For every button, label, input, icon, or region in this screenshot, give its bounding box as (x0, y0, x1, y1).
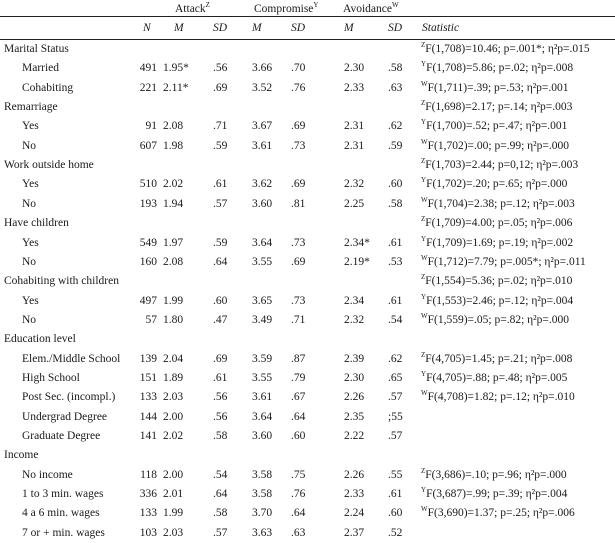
table-row (0, 311, 615, 330)
compromise-mean: 3.55 (252, 371, 273, 384)
col-avoidance-sd: SD (388, 22, 403, 34)
statistic (421, 388, 575, 407)
compromise-mean: 3.49 (252, 313, 273, 326)
table-row (0, 234, 615, 253)
attack-sd: .58 (213, 507, 228, 520)
group-label: Remarriage (4, 101, 58, 114)
attack-mean: 1.99 (163, 507, 184, 520)
avoidance-mean: 2.34* (344, 236, 370, 249)
avoidance-mean: 2.26 (344, 391, 365, 404)
col-avoidance-m: M (344, 22, 354, 34)
group-label: Income (4, 449, 39, 462)
table-row (0, 427, 615, 446)
n-value: 144 (139, 410, 157, 423)
compromise-mean: 3.65 (252, 294, 273, 307)
attack-sd: .61 (213, 371, 228, 384)
compromise-mean: 3.70 (252, 507, 273, 520)
n-value: 160 (139, 255, 157, 268)
n-value: 510 (139, 178, 157, 191)
statistic (421, 504, 575, 523)
avoidance-mean: 2.22 (344, 430, 365, 442)
table-row (0, 117, 615, 136)
n-value: 91 (145, 120, 157, 133)
attack-sd: .59 (213, 139, 228, 152)
avoidance-sd: .62 (388, 120, 403, 133)
statistic (421, 117, 567, 136)
table-row (0, 195, 615, 214)
statistic-superscript: Y (421, 292, 427, 301)
row-label: Yes (22, 294, 39, 307)
attack-mean: 2.08 (163, 120, 184, 133)
statistic (421, 253, 586, 272)
compromise-mean: 3.62 (252, 178, 273, 191)
attack-mean: 2.03 (163, 391, 184, 404)
table-row (0, 524, 615, 543)
table-row (0, 79, 615, 98)
compromise-sd: .64 (291, 410, 306, 423)
row-label: Yes (22, 236, 39, 249)
attack-mean: 1.80 (163, 313, 184, 326)
avoidance-mean: 2.32 (344, 178, 365, 191)
avoidance-mean: 2.25 (344, 197, 365, 210)
attack-sd: .64 (213, 255, 228, 268)
statistic (421, 98, 572, 117)
group-avoidance: Avoidance$^W$ (343, 1, 399, 15)
group-row (0, 98, 615, 117)
table-row (0, 59, 615, 78)
attack-mean: 2.11* (163, 81, 189, 94)
attack-sd: .57 (213, 526, 228, 539)
statistic-superscript: W (421, 312, 428, 321)
attack-mean: 2.01 (163, 488, 184, 501)
row-label: No (22, 313, 37, 326)
statistic (421, 195, 575, 214)
statistic-text: F(4,708)=1.82; p=.12; η²p=.010 (427, 391, 575, 404)
avoidance-sd: .62 (388, 352, 403, 365)
attack-sd: .57 (213, 197, 228, 210)
avoidance-mean: 2.32 (344, 313, 365, 326)
statistic (421, 234, 573, 253)
compromise-mean: 3.60 (252, 430, 273, 442)
table-row (0, 485, 615, 504)
group-row (0, 156, 615, 175)
row-label: Post Sec. (incompl.) (22, 391, 116, 404)
row-label: Cohabiting (22, 81, 74, 94)
n-value: 151 (139, 371, 157, 384)
compromise-mean: 3.58 (252, 488, 273, 501)
table-row (0, 369, 615, 388)
statistic-text: F(1,708)=5.86; p=.02; η²p=.008 (426, 62, 574, 75)
n-value: 193 (139, 197, 157, 210)
attack-mean: 2.00 (163, 410, 184, 423)
group-label: Marital Status (4, 43, 69, 55)
avoidance-sd: .54 (388, 313, 403, 326)
col-compromise-m: M (252, 22, 262, 34)
statistic (421, 485, 567, 504)
attack-mean: 2.08 (163, 255, 184, 268)
row-label: 7 or + min. wages (22, 526, 105, 539)
statistic (421, 79, 569, 98)
attack-sd: .71 (213, 120, 228, 133)
group-row (0, 272, 615, 291)
statistic-text: F(3,686)=.10; p=.96; η²p=.000 (425, 468, 567, 481)
avoidance-sd: .61 (388, 236, 403, 249)
statistic-superscript: Y (421, 60, 427, 69)
compromise-sd: .63 (291, 526, 306, 539)
statistic (421, 272, 572, 291)
avoidance-mean: 2.37 (344, 526, 365, 539)
table-row (0, 388, 615, 407)
statistic-superscript: Z (421, 273, 426, 282)
attack-mean: 2.04 (163, 352, 184, 365)
statistic-superscript: Y (421, 370, 427, 379)
statistic-text: F(1,559)=.05; p=.82; η²p=.000 (427, 313, 569, 326)
avoidance-sd: .61 (388, 488, 403, 501)
group-row (0, 330, 615, 349)
compromise-sd: .87 (291, 352, 306, 365)
attack-sd: .61 (213, 178, 228, 191)
group-label: Education level (4, 333, 76, 346)
statistic-superscript: Z (421, 41, 426, 50)
row-label: No (22, 139, 37, 152)
statistic-text: F(1,702)=.20; p=.65; η²p=.000 (426, 178, 568, 191)
table-row (0, 292, 615, 311)
statistic-superscript: W (421, 195, 428, 204)
compromise-sd: .60 (291, 430, 306, 442)
n-value: 607 (139, 139, 157, 152)
avoidance-mean: 2.33 (344, 81, 365, 94)
attack-mean: 2.03 (163, 526, 184, 539)
statistic-text: F(1,703)=2.44; p=0,12; η²p=.003 (425, 159, 579, 172)
statistic-text: F(1,704)=2.38; p=.12; η²p=.003 (427, 197, 575, 210)
row-label: Graduate Degree (22, 430, 101, 442)
statistic-text: F(1,709)=4.00; p=.05; η²p=.006 (425, 217, 573, 230)
attack-sd: .58 (213, 430, 228, 442)
statistic-superscript: W (421, 254, 428, 263)
compromise-mean: 3.55 (252, 255, 273, 268)
group-compromise: Compromise$^Y$ (254, 1, 319, 15)
compromise-sd: .73 (291, 139, 306, 152)
avoidance-sd: .53 (388, 255, 403, 268)
top-rule (0, 16, 615, 17)
statistic (421, 59, 573, 78)
attack-mean: 1.98 (163, 139, 184, 152)
attack-sd: .69 (213, 352, 228, 365)
compromise-sd: .64 (291, 507, 306, 520)
compromise-sd: .73 (291, 294, 306, 307)
avoidance-sd: .57 (388, 391, 403, 404)
statistic-text: F(1,711)=.39; p=.53; η²p=.001 (427, 81, 569, 94)
avoidance-sd: .58 (388, 62, 403, 75)
statistic (421, 292, 573, 311)
statistic-superscript: Z (421, 350, 426, 359)
statistic-text: F(1,708)=10.46; p=.001*; η²p=.015 (425, 43, 590, 55)
avoidance-sd: .61 (388, 294, 403, 307)
compromise-sd: .67 (291, 391, 306, 404)
compromise-mean: 3.64 (252, 236, 273, 249)
avoidance-sd: .65 (388, 371, 403, 384)
table-row (0, 466, 615, 485)
statistic (421, 137, 569, 156)
avoidance-mean: 2.30 (344, 62, 365, 75)
statistic-text: F(1,554)=5.36; p=.02; η²p=.010 (425, 275, 573, 288)
statistic (421, 311, 569, 330)
compromise-mean: 3.61 (252, 139, 273, 152)
avoidance-sd: .60 (388, 178, 403, 191)
avoidance-mean: 2.35 (344, 410, 365, 423)
avoidance-sd: ;55 (388, 410, 403, 423)
row-label: Married (22, 62, 60, 75)
compromise-mean: 3.52 (252, 81, 273, 94)
n-value: 221 (139, 81, 157, 94)
statistic-text: F(1,702)=.00; p=.99; η²p=.000 (427, 139, 569, 152)
statistic-text: F(1,709)=1.69; p=.19; η²p=.002 (426, 236, 574, 249)
avoidance-mean: 2.34 (344, 294, 365, 307)
row-label: 4 a 6 min. wages (22, 507, 100, 520)
statistic-superscript: W (421, 389, 428, 398)
statistic-superscript: Z (421, 215, 426, 224)
avoidance-mean: 2.30 (344, 371, 365, 384)
n-value: 336 (139, 488, 157, 501)
statistic (421, 214, 572, 233)
attack-sd: .64 (213, 488, 228, 501)
avoidance-sd: .55 (388, 468, 403, 481)
statistic (421, 369, 567, 388)
statistic (421, 40, 590, 59)
statistic (421, 466, 567, 485)
attack-sd: .56 (213, 62, 228, 75)
attack-mean: 1.89 (163, 371, 184, 384)
attack-sd: .47 (213, 313, 228, 326)
statistic-superscript: Y (421, 234, 427, 243)
compromise-sd: .76 (291, 81, 306, 94)
avoidance-mean: 2.39 (344, 352, 365, 365)
compromise-mean: 3.67 (252, 120, 273, 133)
statistic-superscript: Y (421, 176, 427, 185)
n-value: 141 (139, 430, 157, 442)
statistic-text: F(4,705)=.88; p=.48; η²p=.005 (426, 371, 568, 384)
group-row (0, 446, 615, 465)
table-row (0, 504, 615, 523)
table-row (0, 137, 615, 156)
avoidance-mean: 2.31 (344, 120, 365, 133)
compromise-mean: 3.61 (252, 391, 273, 404)
attack-mean: 2.00 (163, 468, 184, 481)
compromise-sd: .69 (291, 178, 306, 191)
compromise-mean: 3.64 (252, 410, 273, 423)
col-n: N (143, 22, 151, 34)
avoidance-sd: .58 (388, 197, 403, 210)
statistic-text: F(1,698)=2.17; p=.14; η²p=.003 (425, 101, 573, 114)
statistic-superscript: W (421, 79, 428, 88)
n-value: 133 (139, 391, 157, 404)
avoidance-mean: 2.24 (344, 507, 365, 520)
attack-sd: .60 (213, 294, 228, 307)
statistic-text: F(1,700)=.52; p=.47; η²p=.001 (426, 120, 568, 133)
compromise-mean: 3.63 (252, 526, 273, 539)
compromise-sd: .76 (291, 488, 306, 501)
avoidance-sd: .60 (388, 507, 403, 520)
column-header (0, 19, 615, 37)
avoidance-mean: 2.19* (344, 255, 370, 268)
n-value: 118 (140, 468, 157, 481)
statistic-text: F(1,553)=2.46; p=.12; η²p=.004 (426, 294, 574, 307)
row-label: High School (22, 371, 80, 384)
group-attack: Attack$^Z$ (175, 1, 210, 15)
attack-sd: .59 (213, 236, 228, 249)
table-row (0, 253, 615, 272)
attack-sd: .56 (213, 410, 228, 423)
statistic-text: F(3,687)=.99; p=.39; η²p=.004 (426, 488, 568, 501)
statistic-superscript: Y (421, 118, 427, 127)
n-value: 549 (139, 236, 157, 249)
avoidance-sd: .57 (388, 430, 403, 442)
statistic-superscript: W (421, 137, 428, 146)
compromise-sd: .70 (291, 62, 306, 75)
col-attack-sd: SD (213, 22, 228, 34)
attack-mean: 1.97 (163, 236, 184, 249)
compromise-sd: .79 (291, 371, 306, 384)
group-row (0, 40, 615, 59)
row-label: Elem./Middle School (22, 352, 121, 365)
group-label: Work outside home (4, 159, 94, 172)
statistic-superscript: Y (421, 486, 427, 495)
avoidance-mean: 2.31 (344, 139, 365, 152)
table-row (0, 350, 615, 369)
avoidance-sd: .52 (388, 526, 403, 539)
avoidance-mean: 2.33 (344, 488, 365, 501)
group-row (0, 214, 615, 233)
statistic-text: F(3,690)=1.37; p=.25; η²p=.006 (427, 507, 575, 520)
statistic-text: F(1,712)=7.79; p=.005*; η²p=.011 (427, 255, 586, 268)
attack-mean: 1.94 (163, 197, 184, 210)
statistic-superscript: Z (421, 466, 426, 475)
table-row (0, 408, 615, 427)
attack-mean: 1.99 (163, 294, 184, 307)
compromise-mean: 3.60 (252, 197, 273, 210)
group-label: Have children (4, 217, 69, 230)
group-label: Cohabiting with children (4, 275, 119, 288)
compromise-sd: .73 (291, 236, 306, 249)
attack-sd: .69 (213, 81, 228, 94)
compromise-mean: 3.66 (252, 62, 273, 75)
compromise-mean: 3.58 (252, 468, 273, 481)
statistic (421, 156, 578, 175)
statistic-superscript: W (421, 505, 428, 514)
row-label: No (22, 197, 37, 210)
compromise-sd: .75 (291, 468, 306, 481)
attack-mean: 1.95* (163, 62, 189, 75)
n-value: 497 (139, 294, 157, 307)
statistic-superscript: Z (421, 99, 426, 108)
col-statistic: Statistic (422, 22, 460, 34)
n-value: 139 (139, 352, 157, 365)
compromise-sd: .71 (291, 313, 306, 326)
statistic (421, 175, 567, 194)
col-compromise-sd: SD (291, 22, 306, 34)
compromise-sd: .69 (291, 255, 306, 268)
avoidance-sd: .59 (388, 139, 403, 152)
n-value: 57 (145, 313, 157, 326)
row-label: 1 to 3 min. wages (22, 488, 104, 501)
statistic (421, 350, 572, 369)
compromise-sd: .81 (291, 197, 306, 210)
compromise-sd: .69 (291, 120, 306, 133)
row-label: Yes (22, 120, 39, 133)
n-value: 103 (139, 526, 157, 539)
n-value: 133 (139, 507, 157, 520)
col-attack-m: M (174, 22, 184, 34)
row-label: Yes (22, 178, 39, 191)
row-label: No income (22, 468, 73, 481)
row-label: Undergrad Degree (22, 410, 108, 423)
row-label: No (22, 255, 37, 268)
n-value: 491 (139, 62, 157, 75)
avoidance-sd: .63 (388, 81, 403, 94)
statistic-text: F(4,705)=1.45; p=.21; η²p=.008 (425, 352, 573, 365)
attack-mean: 2.02 (163, 430, 184, 442)
statistic-superscript: Z (421, 157, 426, 166)
compromise-mean: 3.59 (252, 352, 273, 365)
attack-sd: .54 (213, 468, 228, 481)
avoidance-mean: 2.26 (344, 468, 365, 481)
table-row (0, 175, 615, 194)
attack-sd: .56 (213, 391, 228, 404)
attack-mean: 2.02 (163, 178, 184, 191)
